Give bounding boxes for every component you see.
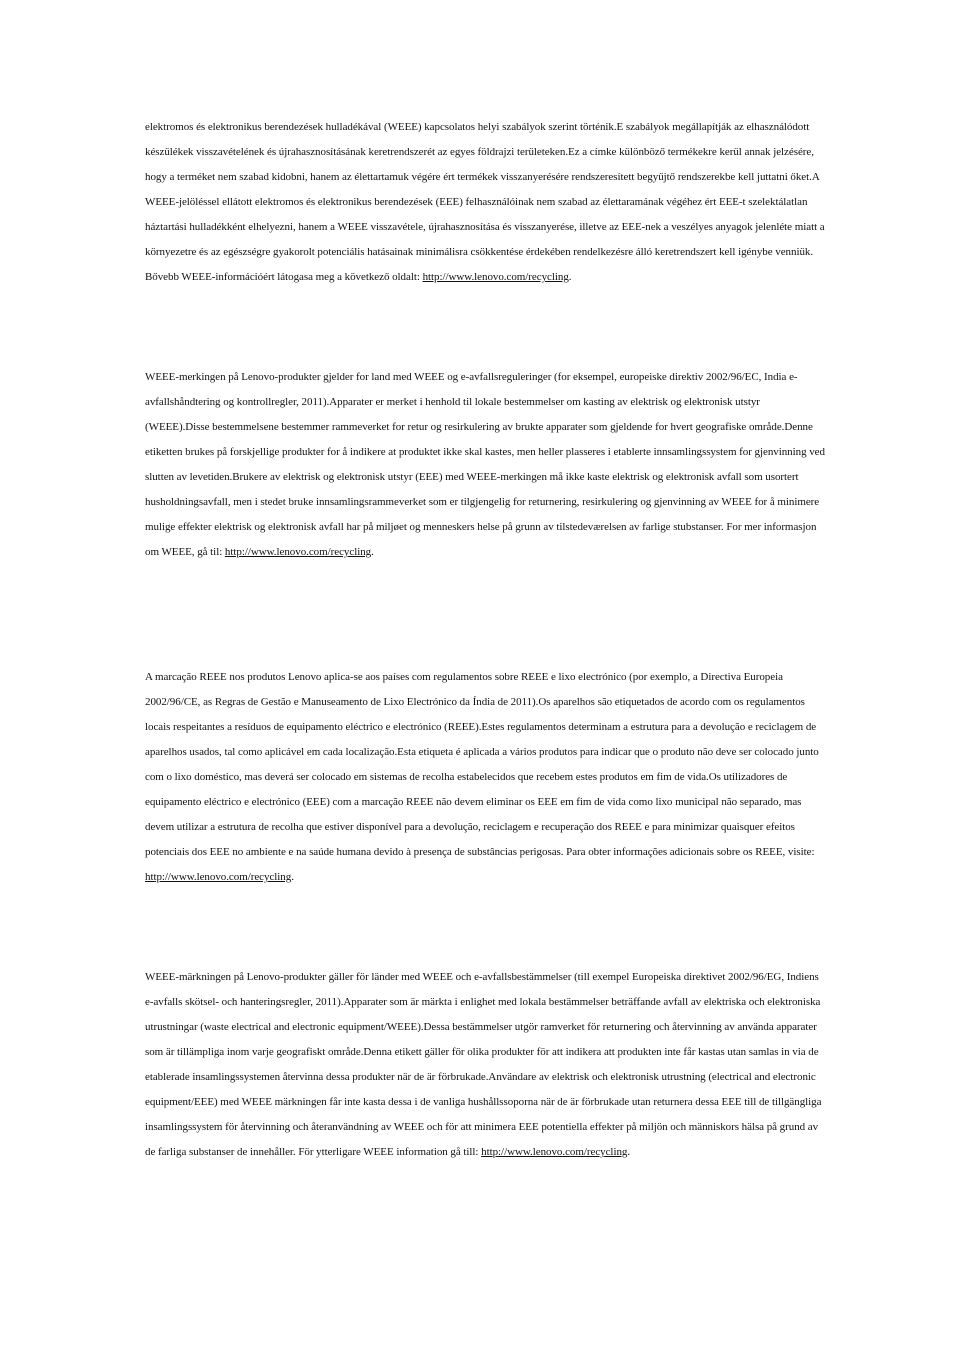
paragraph-end: . <box>627 1146 631 1158</box>
paragraph-norwegian <box>145 365 825 565</box>
paragraph-end: . <box>568 271 572 283</box>
paragraph-swedish <box>145 965 825 1165</box>
paragraph-end: . <box>291 871 294 883</box>
paragraph-text: elektromos és elektronikus berendezések hulladékával (WEEE) kapcsolatos helyi szabályok szerint történik.E szabályok megállapítják az elhasználódott készülékek visszavételének és újrahasznosításának keretrendszerét az egyes földrajzi területeken.Ez a címke különböző termékekre kerül annak jelzésére, hogy a terméket nem szabad kidobni, hanem az élettartamuk végére ért termékek visszanyerésére rendszeresített begyűjtő rendszerekbe kell juttatni őket.A WEEE-jelöléssel ellátott elektromos és elektronikus berendezések (EEE) felhasználóinak nem szabad az élettaramának végéhez ért EEE-t szelektálatlan háztartási hulladékként elhelyezni, hanem a WEEE visszavétele, újrahasznosítása és visszanyerése, illetve az EEE-nek a veszélyes anyagok jelenléte miatt a környezetre és az egészségre gyakorolt potenciális hatásainak minimálisra csökkentése érdekében rendelkezésre álló keretrendszert kell igénybe venniük. Bővebb WEEE-információért látogasa meg a következő oldalt: <box>145 121 825 283</box>
paragraph-hungarian <box>145 115 825 290</box>
paragraph-portuguese <box>145 665 825 890</box>
recycling-link[interactable]: http://www.lenovo.com/recycling <box>481 1146 628 1158</box>
paragraph-end: . <box>371 546 374 558</box>
paragraph-text: A marcação REEE nos produtos Lenovo aplica-se aos países com regulamentos sobre REEE e lixo electrónico (por exemplo, a Directiva Europeia 2002/96/CE, as Regras de Gestão e Manuseamento de Lixo Electrónico da Índia de 2011).Os aparelhos são etiquetados de acordo com os regulamentos locais respeitantes a resíduos de equipamento eléctrico e electrónico (REEE).Estes regulamentos determinam a estrutura para a devolução e reciclagem de aparelhos usados, tal como aplicável em cada localização.Esta etiqueta é aplicada a vários produtos para indicar que o produto não deve ser colocado junto com o lixo doméstico, mas deverá ser colocado em sistemas de recolha estabelecidos que recebem estes produtos em fim de vida.Os utilizadores de equipamento eléctrico e electrónico (EEE) com a marcação REEE não devem eliminar os EEE em fim de vida como lixo municipal não separado, mas devem utilizar a estrutura de recolha que estiver disponível para a devolução, reciclagem e recuperação dos REEE e para minimizar quaisquer efeitos potenciais dos EEE no ambiente e na saúde humana devido à presença de substâncias perigosas. Para obter informações adicionais sobre os REEE, visite: <box>145 671 819 858</box>
recycling-link[interactable]: http://www.lenovo.com/recycling <box>145 871 292 883</box>
recycling-link[interactable]: http://www.lenovo.com/recycling <box>224 546 372 558</box>
recycling-link[interactable]: http://www.lenovo.com/recycling <box>422 271 569 283</box>
paragraph-text: WEEE-märkningen på Lenovo-produkter gäller för länder med WEEE och e-avfallsbestämmelser (till exempel Europeiska direktivet 2002/96/EG, Indiens e-avfalls skötsel- och hanteringsregler, 2011).Apparater som är märkta i enlighet med lokala bestämmelser beträffande avfall av elektriska och elektroniska utrustningar (waste electrical and electronic equipment/WEEE).Dessa bestämmelser utgör ramverket för returnering och återvinning av använda apparater som är tillämpliga inom varje geografiskt område.Denna etikett gäller för olika produkter för att indikera att produkten inte får kastas utan samlas in via de etablerade insamlingssystemen återvinna dessa produkter när de är förbrukade.Användare av elektrisk och elektronisk utrustning (electrical and electronic equipment/EEE) med WEEE märkningen får inte kasta dessa i de vanliga hushållssoporna när de är förbrukade utan returnera dessa EEE till de tillgängliga insamlingssystem för återvinning och återanvändning av WEEE och för att minimera EEE potentiella effekter på miljön och människors hälsa på grund av de farliga substanser de innehåller. För ytterligare WEEE information gå till: <box>145 971 822 1158</box>
paragraph-text: WEEE-merkingen på Lenovo-produkter gjelder for land med WEEE og e-avfallsreguleringer (for eksempel, europeiske direktiv 2002/96/EC, India e-avfallshåndtering og kontrollregler, 2011).Apparater er merket i henhold til lokale bestemmelser om kasting av elektrisk og elektronisk utstyr (WEEE).Disse bestemmelsene bestemmer rammeverket for retur og resirkulering av brukte apparater som gjeldende for hvert geografiske område.Denne etiketten brukes på forskjellige produkter for å indikere at produktet ikke skal kastes, men heller plasseres i etablerte innsamlingssystem for gjenvinning ved slutten av levetiden.Brukere av elektrisk og elektronisk utstyr (EEE) med WEEE-merkingen må ikke kaste elektrisk og elektronisk avfall som usortert husholdningsavfall, men i stedet bruke innsamlingsrammeverket som er tilgjengelig for returnering, resirkulering og gjenvinning av WEEE for å minimere mulige effekter elektrisk og elektronisk avfall har på miljøet og menneskers helse på grunn av tilstedeværelsen av farlige stubstanser. For mer informasjon om WEEE, gå til: <box>145 371 825 558</box>
